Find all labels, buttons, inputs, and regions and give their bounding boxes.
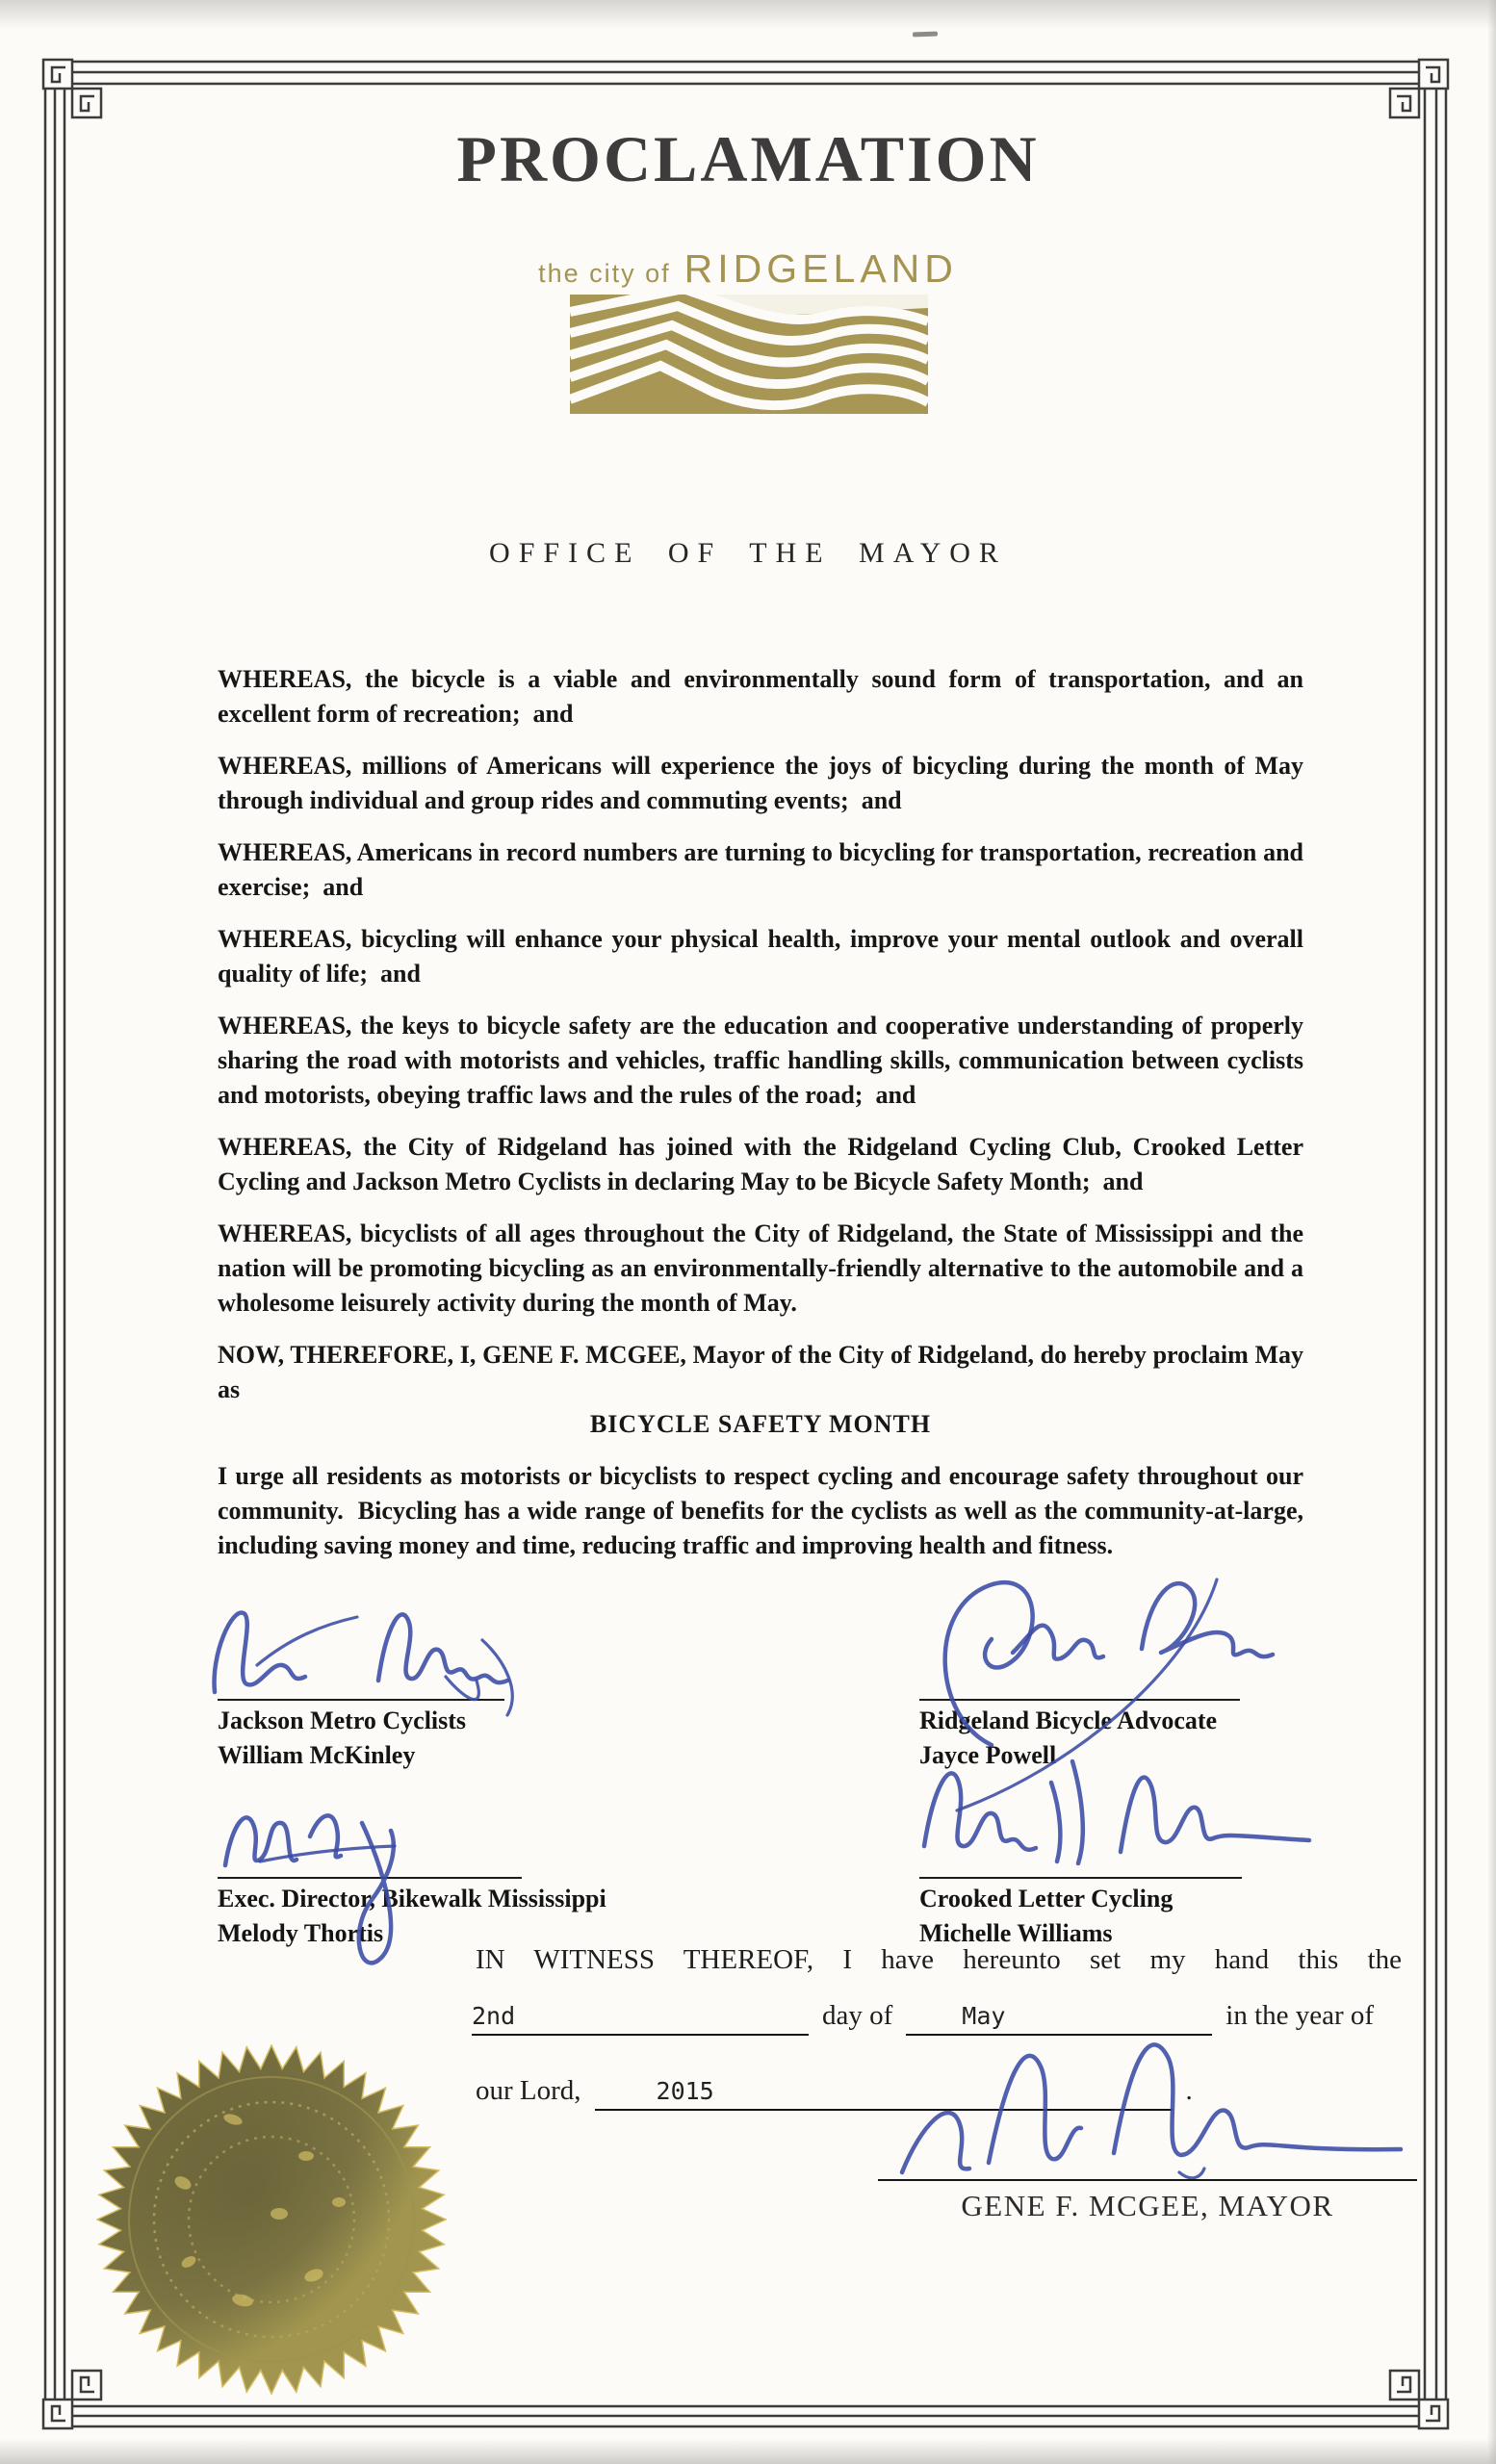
signature-line bbox=[919, 1699, 1240, 1701]
logo-city-name: RIDGELAND bbox=[684, 246, 958, 291]
signature-block-bikewalk bbox=[218, 1882, 606, 1951]
year-blank-line bbox=[595, 2077, 1173, 2111]
signature-line bbox=[218, 1699, 504, 1701]
urge-paragraph: I urge all residents as motorists or bicyclists to respect cycling and encourage safety throughout our community. Bicycling has a wide range of benefits for the cyclists as well as the community-at-large, including saving money and time, reducing traffic and improving health and fitness. bbox=[218, 1462, 1303, 1559]
proclamation-body bbox=[218, 662, 1303, 1580]
witness-row-year bbox=[476, 2075, 1419, 2111]
signature-org: Jackson Metro Cyclists bbox=[218, 1707, 467, 1734]
year-of-label: in the year of bbox=[1225, 2000, 1375, 2031]
signature-org: Crooked Letter Cycling bbox=[919, 1885, 1174, 1912]
city-logo-waves-icon bbox=[570, 295, 928, 414]
signature-block-crooked-letter bbox=[919, 1882, 1173, 1951]
signature-name: Jayce Powell bbox=[919, 1741, 1057, 1769]
now-therefore-paragraph: NOW, THEREFORE, I, GENE F. MCGEE, Mayor of the City of Ridgeland, do hereby proclaim May as bbox=[218, 1341, 1303, 1403]
signature-block-ridgeland-advocate bbox=[919, 1704, 1217, 1773]
witness-row-day bbox=[472, 2000, 1415, 2036]
proclamation-heading: BICYCLE SAFETY MONTH bbox=[589, 1410, 932, 1438]
signature-org: Exec. Director, Bikewalk Mississippi bbox=[218, 1885, 606, 1912]
office-heading: OFFICE OF THE MAYOR bbox=[489, 537, 1007, 569]
whereas-paragraph: WHEREAS, Americans in record numbers are turning to bicycling for transportation, recreation and exercise; and bbox=[218, 838, 1303, 901]
signature-name: Melody Thortis bbox=[218, 1919, 384, 1947]
signature-name: William McKinley bbox=[218, 1741, 416, 1769]
day-value: 2nd bbox=[472, 2002, 516, 2030]
whereas-paragraph: WHEREAS, the bicycle is a viable and environmentally sound form of transportation, and an excellent form of recreation; and bbox=[218, 665, 1303, 728]
logo-prefix: the city of bbox=[538, 259, 671, 288]
month-value: May bbox=[962, 2002, 1006, 2030]
month-blank-line bbox=[906, 2002, 1212, 2036]
whereas-paragraph: WHEREAS, bicyclists of all ages throughout the City of Ridgeland, the State of Mississippi and the nation will be promoting bicycling as an environmentally-friendly alternative to the automobile and a wholesome leisurely activity during the month of May. bbox=[218, 1219, 1303, 1317]
city-logo-text bbox=[0, 246, 1496, 292]
whereas-paragraph: WHEREAS, millions of Americans will experience the joys of bicycling during the month of May through individual and group rides and commuting events; and bbox=[218, 752, 1303, 814]
whereas-paragraph: WHEREAS, the keys to bicycle safety are the education and cooperative understanding of properly sharing the road with motorists and vehicles, traffic handling skills, communication between cyclists and motorists, obeying traffic laws and the rules of the road; and bbox=[218, 1012, 1303, 1109]
signature-line bbox=[919, 1877, 1242, 1879]
signature-line bbox=[218, 1877, 522, 1879]
whereas-paragraph: WHEREAS, bicycling will enhance your physical health, improve your mental outlook and overall quality of life; and bbox=[218, 925, 1303, 988]
signature-block-jackson-metro bbox=[218, 1704, 466, 1773]
seal-starburst bbox=[97, 2045, 446, 2394]
page-title: PROCLAMATION bbox=[456, 122, 1040, 195]
mayor-signature-line bbox=[878, 2179, 1417, 2181]
day-blank-line bbox=[472, 2002, 809, 2036]
whereas-paragraph: WHEREAS, the City of Ridgeland has joined with the Ridgeland Cycling Club, Crooked Letter Cycling and Jackson Metro Cyclists in declaring May to be Bicycle Safety Month; and bbox=[218, 1133, 1303, 1195]
year-value: 2015 bbox=[656, 2077, 714, 2105]
mayor-name-label: GENE F. MCGEE, MAYOR bbox=[961, 2189, 1334, 2222]
signature-name: Michelle Williams bbox=[919, 1919, 1113, 1947]
day-of-label: day of bbox=[822, 2000, 893, 2031]
our-lord-label: our Lord, bbox=[476, 2075, 581, 2106]
witness-period: . bbox=[1185, 2075, 1193, 2106]
signature-org: Ridgeland Bicycle Advocate bbox=[919, 1707, 1218, 1734]
witness-line1: IN WITNESS THEREOF, I have hereunto set my hand this the bbox=[476, 1944, 1402, 1975]
gold-seal bbox=[96, 2044, 447, 2395]
